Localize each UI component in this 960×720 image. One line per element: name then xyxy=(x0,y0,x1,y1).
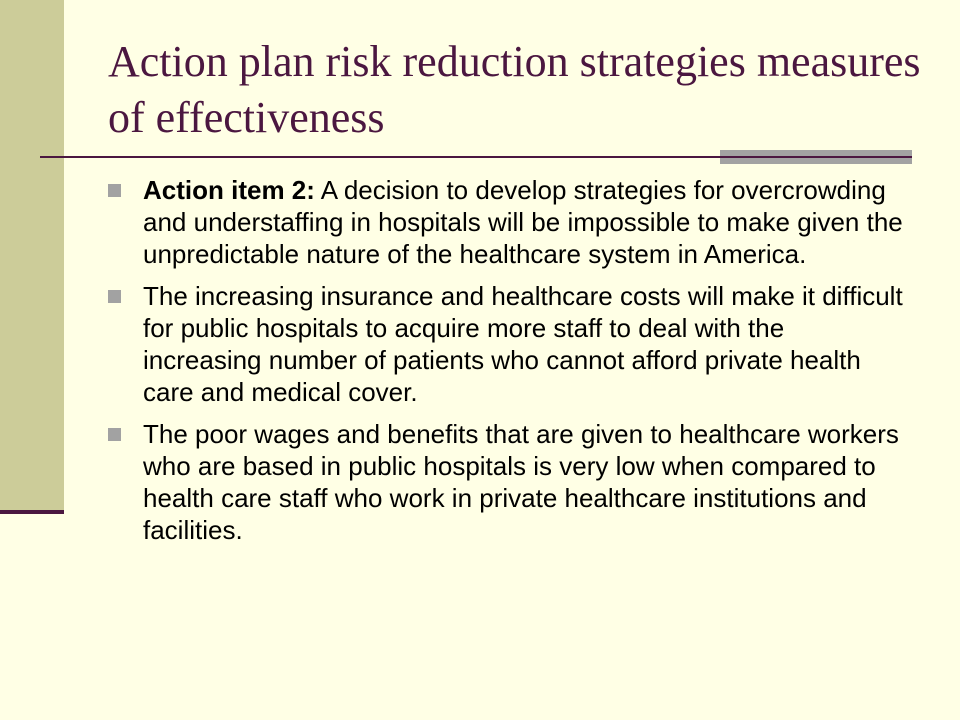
bullet-item xyxy=(108,280,908,408)
square-bullet-icon xyxy=(108,290,121,303)
bullet-text: The poor wages and benefits that are given to healthcare workers who are based in public hospitals is very low when compared to health care staff who work in private healthcare institutions and facilities. xyxy=(143,419,899,545)
bullet-text: The increasing insurance and healthcare costs will make it difficult for public hospitals to acquire more staff to deal with the increasing number of patients who cannot afford private health care and medical cover. xyxy=(143,281,903,407)
square-bullet-icon xyxy=(108,428,121,441)
bullet-item xyxy=(108,418,908,546)
bullet-list xyxy=(108,174,908,556)
bullet-item xyxy=(108,174,908,270)
bullet-lead-label: Action item 2: xyxy=(143,175,315,205)
left-decorative-rule xyxy=(0,510,64,514)
left-decorative-band xyxy=(0,0,64,510)
slide-title: Action plan risk reduction strategies measures of effectiveness xyxy=(108,37,921,142)
title-accent-bar-line xyxy=(720,156,912,158)
bullet-text: A decision to develop strategies for overcrowding and understaffing in hospitals will be impossible to make given the unpredictable nature of the healthcare system in America. xyxy=(143,175,903,269)
square-bullet-icon xyxy=(108,184,121,197)
